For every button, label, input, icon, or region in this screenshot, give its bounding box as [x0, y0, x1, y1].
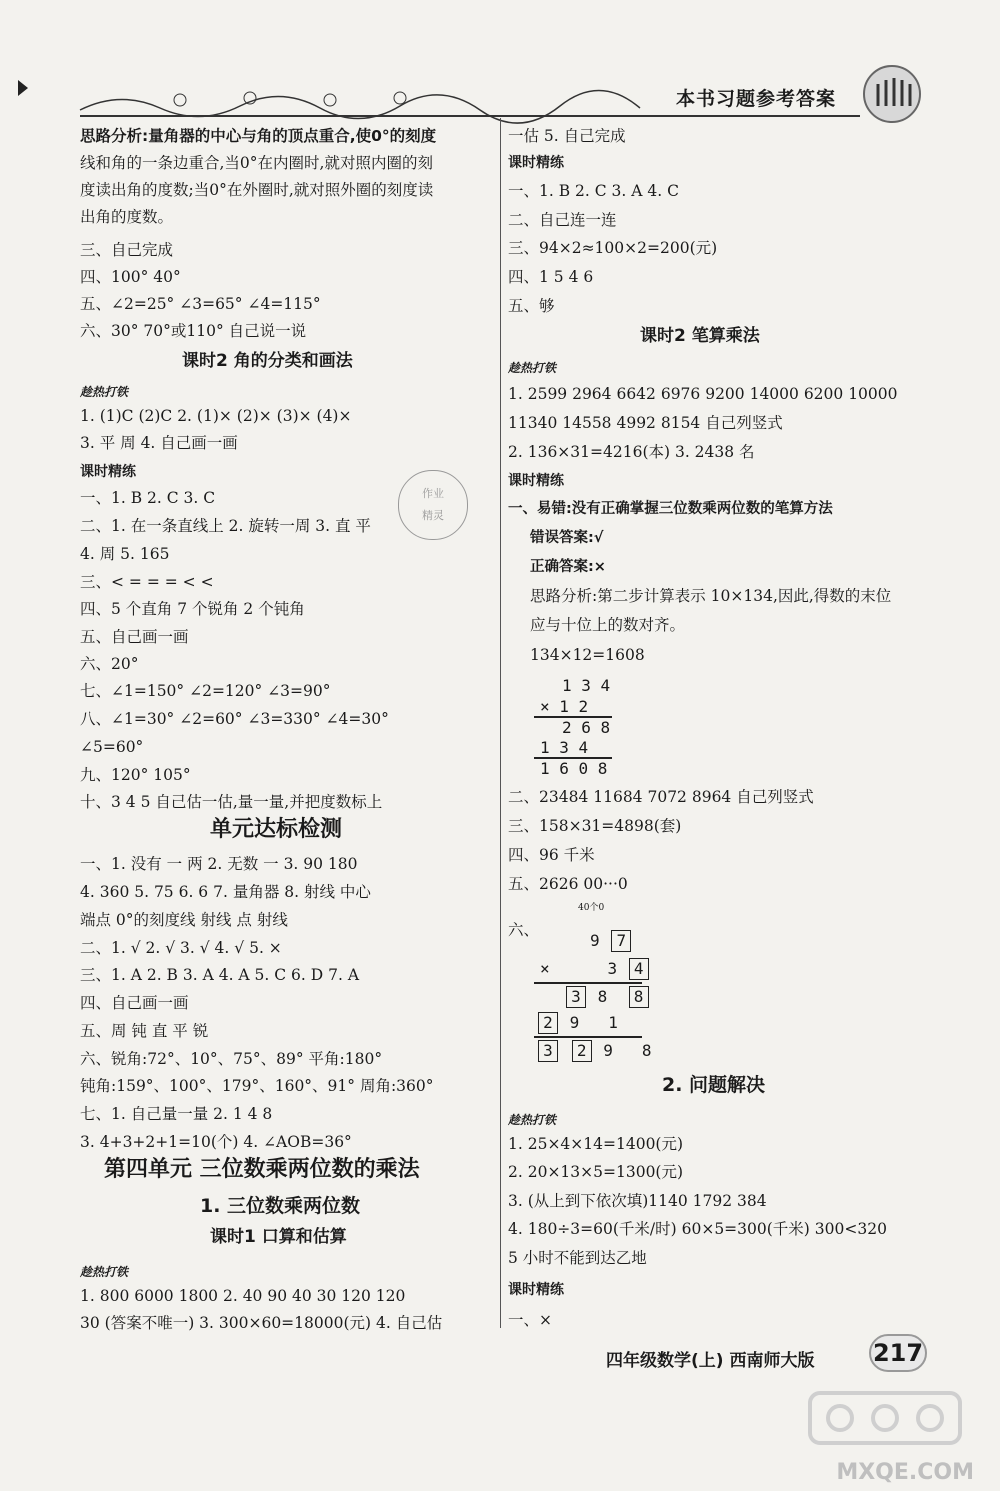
analysis-line: 思路分析:量角器的中心与角的顶点重合,使0°的刻度 — [80, 127, 437, 145]
answer-line: 一、1. 没有 一 两 2. 无数 一 3. 90 180 — [80, 855, 358, 873]
answer-line: 五、2626 00···0 — [508, 875, 628, 893]
answer-line: 一估 5. 自己完成 — [508, 127, 626, 145]
answer-line: 四、自己画一画 — [80, 994, 189, 1012]
column-divider — [500, 118, 501, 1328]
lesson-title: 课时2 角的分类和画法 — [182, 351, 353, 371]
lesson-title: 课时1 口算和估算 — [210, 1227, 347, 1247]
lesson-title: 课时2 笔算乘法 — [640, 326, 760, 346]
equation: 134×12=1608 — [530, 646, 645, 664]
answer-box: 3 — [538, 1040, 558, 1062]
page-number: 217 — [869, 1334, 927, 1372]
answer-line: 11340 14558 4992 8154 自己列竖式 — [508, 414, 783, 432]
zeros-note: 40个0 — [578, 903, 605, 913]
analysis-line: 出角的度数。 — [80, 208, 174, 226]
practice-tag: 课时精练 — [80, 464, 136, 480]
answer-line: 六、30° 70°或110° 自己说一说 — [80, 322, 307, 340]
answer-line: 30 (答案不唯一) 3. 300×60=18000(元) 4. 自己估 — [80, 1314, 443, 1332]
warmup-tag: 趁热打铁 — [508, 1113, 557, 1127]
vertical-calc-row: × 1 2 — [540, 697, 589, 716]
answer-box: 4 — [629, 958, 649, 980]
answer-line: 十、3 4 5 自己估一估,量一量,并把度数标上 — [80, 793, 383, 811]
answer-line: 3. 平 周 4. 自己画一画 — [80, 434, 238, 452]
answer-line: 一、1. B 2. C 3. C — [80, 489, 216, 507]
answer-line: 4. 180÷3=60(千米/时) 60×5=300(千米) 300<320 — [508, 1220, 887, 1238]
warmup-tag: 趁热打铁 — [508, 361, 557, 375]
answer-line: 四、96 千米 — [508, 846, 595, 864]
answer-line: 一、1. B 2. C 3. A 4. C — [508, 182, 679, 200]
answer-line: 三、94×2≈100×2=200(元) — [508, 239, 718, 257]
answer-line: 七、∠1=150° ∠2=120° ∠3=90° — [80, 682, 331, 700]
box-calc-row: × 3 4 — [540, 958, 651, 980]
answer-line: 二、自己连一连 — [508, 211, 617, 229]
answer-line: 五、自己画一画 — [80, 628, 189, 646]
answer-box: 2 — [538, 1012, 558, 1034]
stamp: 作业 精灵 — [398, 470, 468, 540]
box-calc-row: 2 9 1 — [536, 1012, 618, 1034]
answer-line: 端点 0°的刻度线 射线 点 射线 — [80, 911, 288, 929]
answer-line: 三、158×31=4898(套) — [508, 817, 682, 835]
answer-line: 八、∠1=30° ∠2=60° ∠3=330° ∠4=30° — [80, 710, 389, 728]
calc-line — [534, 1036, 642, 1038]
box-calc-row: 3 8 8 — [564, 986, 651, 1008]
footer-title: 四年级数学(上) 西南师大版 — [606, 1351, 815, 1371]
answer-line: 二、1. √ 2. √ 3. √ 4. √ 5. × — [80, 939, 282, 957]
answer-line: 5 小时不能到达乙地 — [508, 1249, 647, 1267]
answer-line: 1. 800 6000 1800 2. 40 90 40 30 120 120 — [80, 1287, 406, 1305]
answer-line: 七、1. 自己量一量 2. 1 4 8 — [80, 1105, 273, 1123]
answer-line: 五、∠2=25° ∠3=65° ∠4=115° — [80, 295, 321, 313]
answer-line: 1. 2599 2964 6642 6976 9200 14000 6200 10000 — [508, 385, 898, 403]
answer-line: 2. 20×13×5=1300(元) — [508, 1163, 684, 1181]
answer-line: 三、< = = = < < — [80, 573, 214, 591]
analysis-line: 思路分析:第二步计算表示 10×134,因此,得数的末位 — [530, 587, 892, 605]
answer-line: 六、锐角:72°、10°、75°、89° 平角:180° — [80, 1050, 383, 1068]
answer-box: 3 — [566, 986, 586, 1008]
answer-line: 四、1 5 4 6 — [508, 268, 594, 286]
answer-line: 九、120° 105° — [80, 766, 191, 784]
answer-line: 一、× — [508, 1311, 552, 1329]
answer-line: 4. 360 5. 75 6. 6 7. 量角器 8. 射线 中心 — [80, 883, 371, 901]
watermark-text: MXQE.COM — [836, 1460, 974, 1485]
answer-line: 五、周 钝 直 平 锐 — [80, 1022, 209, 1040]
wrong-answer: 错误答案:√ — [530, 530, 604, 546]
answer-line: 二、23484 11684 7072 8964 自己列竖式 — [508, 788, 814, 806]
calc-line — [534, 982, 642, 984]
right-answer: 正确答案:× — [530, 559, 606, 575]
answer-box: 2 — [572, 1040, 592, 1062]
answer-box: 7 — [611, 930, 631, 952]
answer-line: 五、够 — [508, 297, 555, 315]
answer-line: 四、5 个直角 7 个锐角 2 个钝角 — [80, 600, 305, 618]
analysis-line: 度读出角的度数;当0°在外圈时,就对照外圈的刻度读 — [80, 181, 434, 199]
answer-line: 三、自己完成 — [80, 241, 174, 259]
answer-box: 8 — [629, 986, 649, 1008]
answer-line: 四、100° 40° — [80, 268, 181, 286]
vertical-calc-row: 1 3 4 — [540, 738, 589, 757]
answer-line: 钝角:159°、100°、179°、160°、91° 周角:360° — [80, 1077, 434, 1095]
answer-line: 1. 25×4×14=1400(元) — [508, 1135, 684, 1153]
section-title: 1. 三位数乘两位数 — [200, 1195, 361, 1217]
box-calc-row: 3 2 9 8 — [536, 1040, 651, 1062]
error-line: 一、易错:没有正确掌握三位数乘两位数的笔算方法 — [508, 501, 833, 517]
warmup-tag: 趁热打铁 — [80, 385, 129, 399]
vertical-calc-row: 1 6 0 8 — [540, 759, 608, 778]
section-title: 2. 问题解决 — [662, 1074, 766, 1096]
practice-tag: 课时精练 — [508, 155, 564, 171]
unit-test-title: 单元达标检测 — [210, 817, 343, 842]
answer-line: ∠5=60° — [80, 738, 144, 756]
analysis-line: 应与十位上的数对齐。 — [530, 616, 686, 634]
answer-line: 三、1. A 2. B 3. A 4. A 5. C 6. D 7. A — [80, 966, 360, 984]
vertical-calc-row: 2 6 8 — [562, 718, 611, 737]
box-calc-row: 9 7 — [590, 930, 633, 952]
warmup-tag: 趁热打铁 — [80, 1265, 129, 1279]
unit-title: 第四单元 三位数乘两位数的乘法 — [104, 1157, 420, 1182]
answer-line: 二、1. 在一条直线上 2. 旋转一周 3. 直 平 — [80, 517, 371, 535]
answer-line: 1. (1)C (2)C 2. (1)× (2)× (3)× (4)× — [80, 407, 352, 425]
question-label: 六、 — [508, 921, 540, 939]
practice-tag: 课时精练 — [508, 1282, 564, 1298]
answer-line: 六、20° — [80, 655, 139, 673]
answer-line: 3. (从上到下依次填)1140 1792 384 — [508, 1192, 767, 1210]
analysis-line: 线和角的一条边重合,当0°在内圈时,就对照内圈的刻 — [80, 154, 433, 172]
answer-line: 2. 136×31=4216(本) 3. 2438 名 — [508, 443, 755, 461]
practice-tag: 课时精练 — [508, 473, 564, 489]
header-title: 本书习题参考答案 — [676, 88, 837, 110]
answer-line: 3. 4+3+2+1=10(个) 4. ∠AOB=36° — [80, 1133, 352, 1151]
vertical-calc-row: 1 3 4 — [562, 676, 611, 695]
answer-line: 4. 周 5. 165 — [80, 545, 170, 563]
